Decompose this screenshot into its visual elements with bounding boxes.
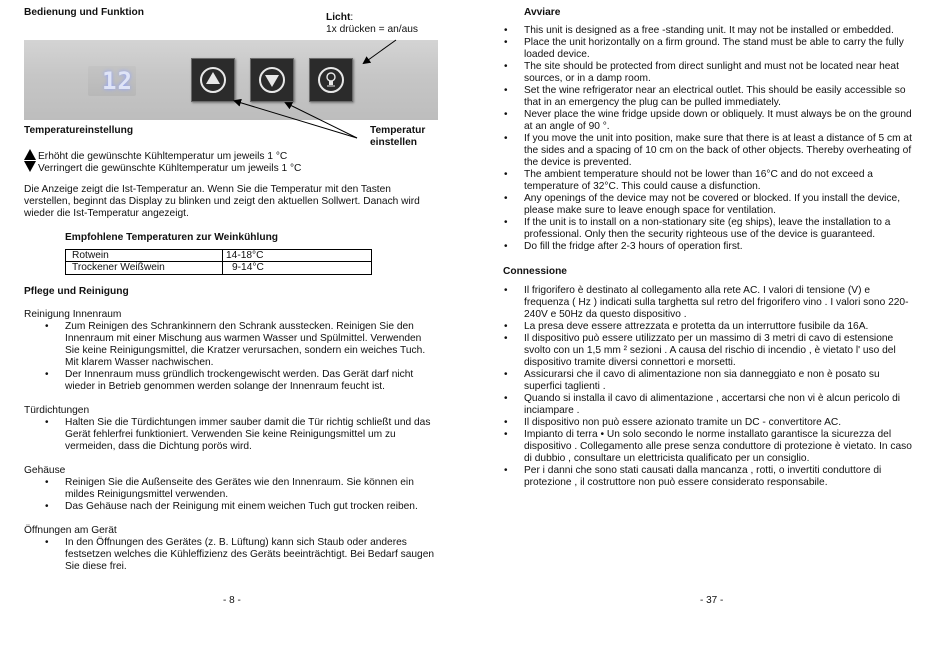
table-row: 9-14°C <box>232 262 264 273</box>
temp-heading: Temperatureinstellung <box>24 125 134 136</box>
list-item: • Place the unit horizontally on a firm ground. The stand must be able to carry the fully loaded device. <box>524 37 912 61</box>
table-row: 14-18°C <box>226 250 264 261</box>
temp-up-row: Erhöht die gewünschte Kühltemperatur um jeweils 1 °C <box>24 149 287 163</box>
table-row: Rotwein <box>72 250 109 261</box>
section-title: Gehäuse <box>24 465 66 476</box>
list-item: • Reinigen Sie die Außenseite des Gerätes wie den Innenraum. Sie können ein mildes Reinigungsmittel verwenden. <box>65 477 418 501</box>
list-item: • La presa deve essere attrezzata e protetta da un interruttore fusibile da 16A. <box>524 321 912 333</box>
table-row: Trockener Weißwein <box>72 262 165 273</box>
connessione-heading: Connessione <box>503 266 567 277</box>
list-item: • Never place the wine fridge upside down or obliquely. It must always be on the ground at an angle of 90 °. <box>524 109 912 133</box>
list-item: • Do fill the fridge after 2-3 hours of operation first. <box>524 241 912 253</box>
list-item: • This unit is designed as a free -standing unit. It may not be installed or embedded. <box>524 25 912 37</box>
housing-list <box>65 477 418 513</box>
list-item: • Il frigorifero è destinato al collegamento alla rete AC. I valori di tensione (V) e frequenza ( Hz ) indicati sulla targhetta sul retro del frigorifero vino . I valori sono 220- 240V e 50Hz da questo dispositivo . <box>524 285 912 321</box>
list-item: • Der Innenraum muss gründlich trockengewischt werden. Das Gerät darf nicht wieder in Betrieb genommen werden solange der Innenraum feucht ist. <box>65 369 425 393</box>
care-heading: Pflege und Reinigung <box>24 286 129 297</box>
page-number-right: - 37 - <box>700 595 724 606</box>
section-title: Öffnungen am Gerät <box>24 525 117 536</box>
left-page-title: Bedienung und Funktion <box>24 7 144 18</box>
list-item: • Impianto di terra • Un solo secondo le norme installato garantisce la sicurezza del dispositivo . Collegamento alle prese senza conduttore di protezione è vietato. In caso di dubbio , consultare un elettricista qualificato per un consiglio. <box>524 429 912 465</box>
list-item: • In den Öffnungen des Gerätes (z. B. Lüftung) kann sich Staub oder anderes festsetzen welches die Kühleffizienz des Geräts beeinträchtigt. Bei Bedarf saugen Sie diese frei. <box>65 537 434 573</box>
avviare-heading: Avviare <box>524 7 561 18</box>
list-item: • Assicurarsi che il cavo di alimentazione non sia danneggiato e non è posato su superfici taglienti . <box>524 369 912 393</box>
temperature-display: 12 <box>88 66 136 96</box>
connessione-list <box>524 285 912 489</box>
section-title: Reinigung Innenraum <box>24 309 122 320</box>
list-item: • Das Gehäuse nach der Reinigung mit einem weichen Tuch gut trocken reiben. <box>65 501 418 513</box>
list-item: • Per i danni che sono stati causati dalla mancanza , rotti, o invertiti conduttore di protezione , il costruttore non può essere considerato responsabile. <box>524 465 912 489</box>
wine-temp-table <box>65 249 372 275</box>
temp-down-row: Verringert die gewünschte Kühltemperatur um jeweils 1 °C <box>24 161 301 175</box>
avviare-list <box>524 25 912 253</box>
cleaning-list <box>65 321 425 393</box>
licht-callout-desc: 1x drücken = an/aus <box>326 24 419 35</box>
list-item: • If you move the unit into position, make sure that there is at least a distance of 5 cm at the sides and a spacing of 10 cm on the back of other objects. Thereby overheating of the device is prevented. <box>524 133 912 169</box>
section-title: Türdichtungen <box>24 405 90 416</box>
seals-list <box>65 417 430 453</box>
triangle-up-icon <box>24 149 36 160</box>
list-item: • The ambient temperature should not be lower than 16°C and do not exceed a temperature of 32°C. This could cause a disfunction. <box>524 169 912 193</box>
list-item: • Any openings of the device may not be covered or blocked. If you install the device, please make sure to leave enough space for ventilation. <box>524 193 912 217</box>
temp-callout-line1: Temperatur <box>370 125 426 136</box>
list-item: • Il dispositivo non può essere azionato tramite un DC - convertitore AC. <box>524 417 912 429</box>
triangle-down-icon <box>24 161 36 172</box>
temp-callout-line2: einstellen <box>370 137 417 148</box>
list-item: • The site should be protected from direct sunlight and must not be located near heat sources, or in a damp room. <box>524 61 912 85</box>
list-item: • Quando si installa il cavo di alimentazione , accertarsi che non vi è alcun pericolo di inciampare . <box>524 393 912 417</box>
openings-list <box>65 537 434 573</box>
licht-callout-title: Licht: <box>326 12 354 23</box>
page-number-left: - 8 - <box>223 595 241 606</box>
list-item: • Zum Reinigen des Schrankinnern den Schrank ausstecken. Reinigen Sie den Innenraum mit einer Mischung aus warmen Wasser und Spülmittel. Verwenden Sie keine Reinigungsmittel, die Kratzer verursachen, sondern ein weiches Tuch. Mit klarem Wasser nachwischen. <box>65 321 425 369</box>
list-item: • Halten Sie die Türdichtungen immer sauber damit die Tür richtig schließt und das Gerät fehlerfrei funktioniert. Verwenden Sie keine Reinigungsmittel um zu vermeiden, dass die Dichtung porös wird. <box>65 417 430 453</box>
table-title: Empfohlene Temperaturen zur Weinkühlung <box>65 232 279 243</box>
list-item: • Set the wine refrigerator near an electrical outlet. This should be easily accessible so that in an emergency the plug can be pulled immediately. <box>524 85 912 109</box>
list-item: • Il dispositivo può essere utilizzato per un massimo di 3 metri di cavo di estensione svolto con un 1,5 mm ² sezioni . A causa del rischio di incendio , è vietato l' uso del dispositivo tramite diversi connettori e morsetti. <box>524 333 912 369</box>
display-paragraph: Die Anzeige zeigt die Ist-Temperatur an. Wenn Sie die Temperatur mit den Tasten verstellen, beginnt das Display zu blinken und zeigt den aktuellen Sollwert. Danach wird wieder die Ist-Temperatur angezeigt. <box>24 184 420 219</box>
list-item: • If the unit is to install on a non-stationary site (eg ships), leave the installation to a professional. Only then the security righteous use of the device is guaranteed. <box>524 217 912 241</box>
